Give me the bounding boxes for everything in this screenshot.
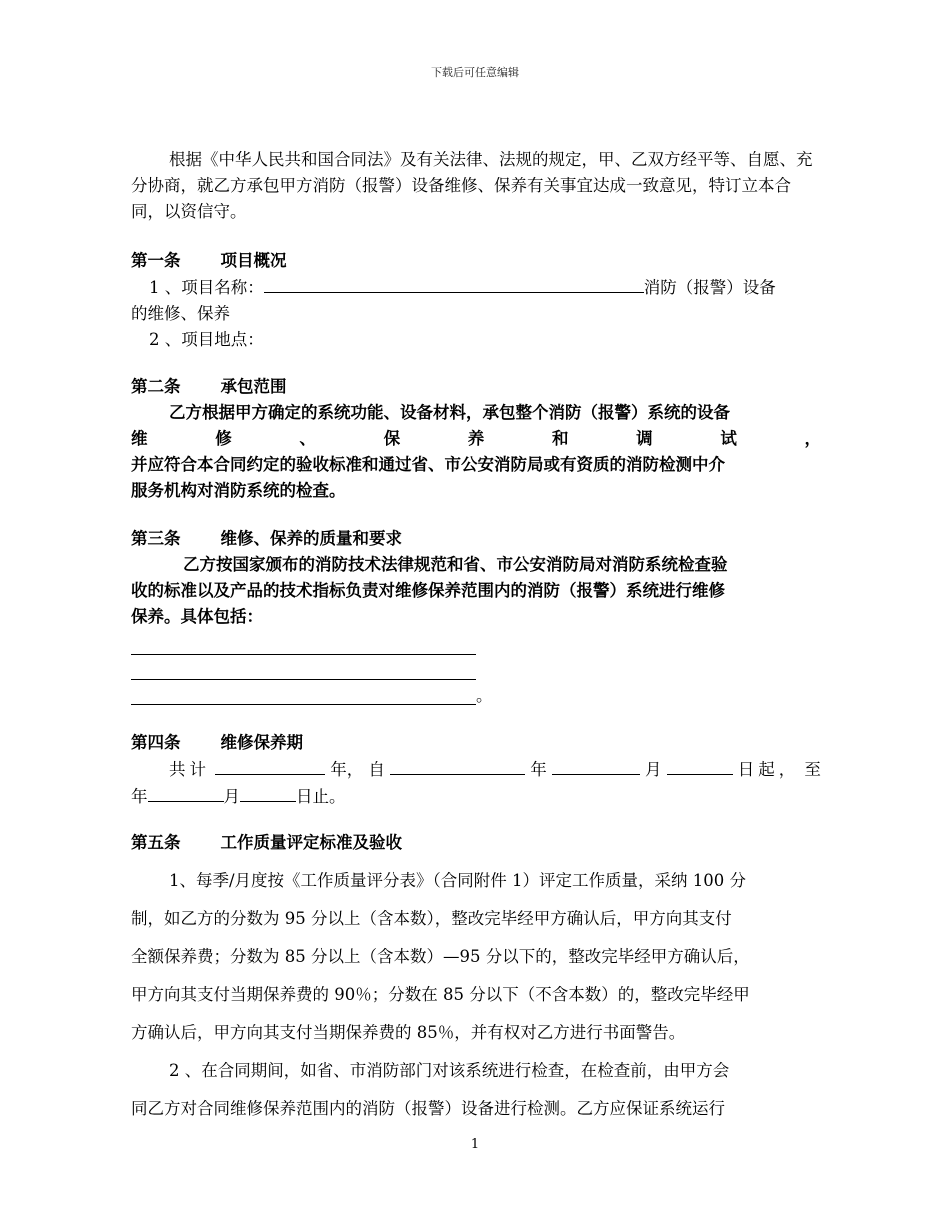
para-1-line: 方确认后，甲方向其支付当期保养费的 85％，并有权对乙方进行书面警告。 [131, 1023, 686, 1042]
spread-char: 调 [636, 429, 653, 448]
article-2-spread-line [131, 426, 821, 452]
start-day-unit: 日起， [737, 760, 800, 779]
article-5-number: 第五条 [131, 833, 181, 852]
article-5 [131, 830, 821, 1128]
spread-char: 修 [215, 429, 232, 448]
article-2-line-4: 服务机构对消防系统的检查。 [131, 481, 346, 500]
article-4 [131, 730, 821, 810]
para-2-line: 2 、在合同期间，如省、市消防部门对该系统进行检查，在检查前，由甲方会 [169, 1061, 730, 1080]
article-4-heading [131, 730, 821, 756]
article-5-title: 工作质量评定标准及验收 [220, 833, 402, 852]
term-year-unit: 年， [330, 760, 364, 779]
start-month-unit: 月 [644, 760, 662, 779]
term-line-1 [131, 756, 821, 783]
article-4-number: 第四条 [131, 733, 181, 752]
spread-char: 保 [383, 429, 401, 448]
article-2-heading [131, 374, 821, 400]
para-1-line: 制，如乙方的分数为 95 分以上（含本数），整改完毕经甲方确认后，甲方向其支付 [131, 909, 732, 928]
details-end-mark: 。 [476, 686, 493, 705]
spread-char: ， [804, 429, 821, 448]
spread-char: 养 [467, 429, 485, 448]
project-location-row [131, 327, 821, 353]
article-5-heading [131, 830, 821, 856]
start-month-blank[interactable] [552, 756, 640, 775]
spread-char: 和 [551, 429, 569, 448]
term-years-blank[interactable] [215, 756, 325, 775]
article-3-line-3: 保养。具体包括： [131, 607, 263, 626]
project-name-row [131, 274, 821, 301]
project-name-label: 1 、项目名称： [149, 278, 264, 297]
article-3-number: 第三条 [131, 529, 181, 548]
project-name-suffix: 消防（报警）设备 [643, 278, 776, 297]
term-from-label: 自 [368, 760, 385, 779]
details-blank-3-row [131, 680, 821, 705]
spread-char: 试 [720, 429, 737, 448]
start-year-blank[interactable] [390, 756, 525, 775]
article-5-para-2 [131, 1052, 821, 1128]
intro-paragraph [131, 147, 821, 225]
spread-char: 维 [131, 429, 148, 448]
article-1 [131, 248, 821, 353]
project-name-continuation: 的维修、保养 [131, 304, 230, 323]
start-year-unit: 年 [530, 760, 547, 779]
article-1-title: 项目概况 [220, 251, 287, 270]
para-1-line: 甲方向其支付当期保养费的 90％；分数在 85 分以下（不含本数）的，整改完毕经甲 [131, 985, 750, 1004]
para-1-line: 1、每季/月度按《工作质量评分表》（合同附件 1）评定工作质量，采纳 100 分 [169, 871, 747, 890]
article-3-line-1: 乙方按国家颁布的消防技术法律规范和省、市公安消防局对消防系统检查验 [183, 555, 728, 574]
details-blank-1[interactable] [131, 630, 476, 655]
article-5-para-1 [131, 862, 821, 1052]
article-3-line-2: 收的标准以及产品的技术指标负责对维修保养范围内的消防（报警）系统进行维修 [131, 581, 725, 600]
article-2 [131, 374, 821, 504]
article-2-line-3: 并应符合本合同约定的验收标准和通过省、市公安消防局或有资质的消防检测中介 [131, 455, 725, 474]
end-month-unit: 月 [223, 787, 240, 806]
page-header: 下载后可任意编辑 [431, 66, 519, 79]
article-2-number: 第二条 [131, 377, 181, 396]
project-name-blank[interactable] [264, 274, 644, 293]
article-1-heading [131, 248, 821, 274]
intro-text: 根据《中华人民共和国合同法》及有关法律、法规的规定，甲、乙双方经平等、自愿、充分协商，就乙方承包甲方消防（报警）设备维修、保养有关事宜达成一致意见，特订立本合同，以资信守。 [131, 150, 813, 221]
article-1-number: 第一条 [131, 251, 181, 270]
term-line-2 [131, 783, 821, 810]
article-3-title: 维修、保养的质量和要求 [220, 529, 402, 548]
details-blank-2[interactable] [131, 655, 476, 680]
article-3 [131, 526, 821, 705]
para-2-line: 同乙方对合同维修保养范围内的消防（报警）设备进行检测。乙方应保证系统运行 [131, 1099, 725, 1118]
end-day-unit: 日止。 [296, 787, 346, 806]
term-total-label: 共计 [169, 760, 210, 779]
article-2-title: 承包范围 [220, 377, 287, 396]
para-1-line: 全额保养费；分数为 85 分以上（含本数）—95 分以下的，整改完毕经甲方确认后， [131, 947, 750, 966]
end-month-blank[interactable] [148, 783, 224, 802]
start-day-blank[interactable] [667, 756, 733, 775]
page-number: 1 [470, 1137, 480, 1152]
details-blank-3[interactable] [131, 680, 476, 705]
end-year-unit: 年 [131, 787, 148, 806]
project-location-label: 2 、项目地点： [149, 330, 264, 349]
spread-char: 、 [299, 429, 316, 448]
article-4-title: 维修保养期 [220, 733, 303, 752]
article-2-line-1: 乙方根据甲方确定的系统功能、设备材料，承包整个消防（报警）系统的设备 [169, 403, 730, 422]
article-3-heading [131, 526, 821, 552]
term-to-label: 至 [804, 760, 821, 779]
end-day-blank[interactable] [240, 783, 296, 802]
